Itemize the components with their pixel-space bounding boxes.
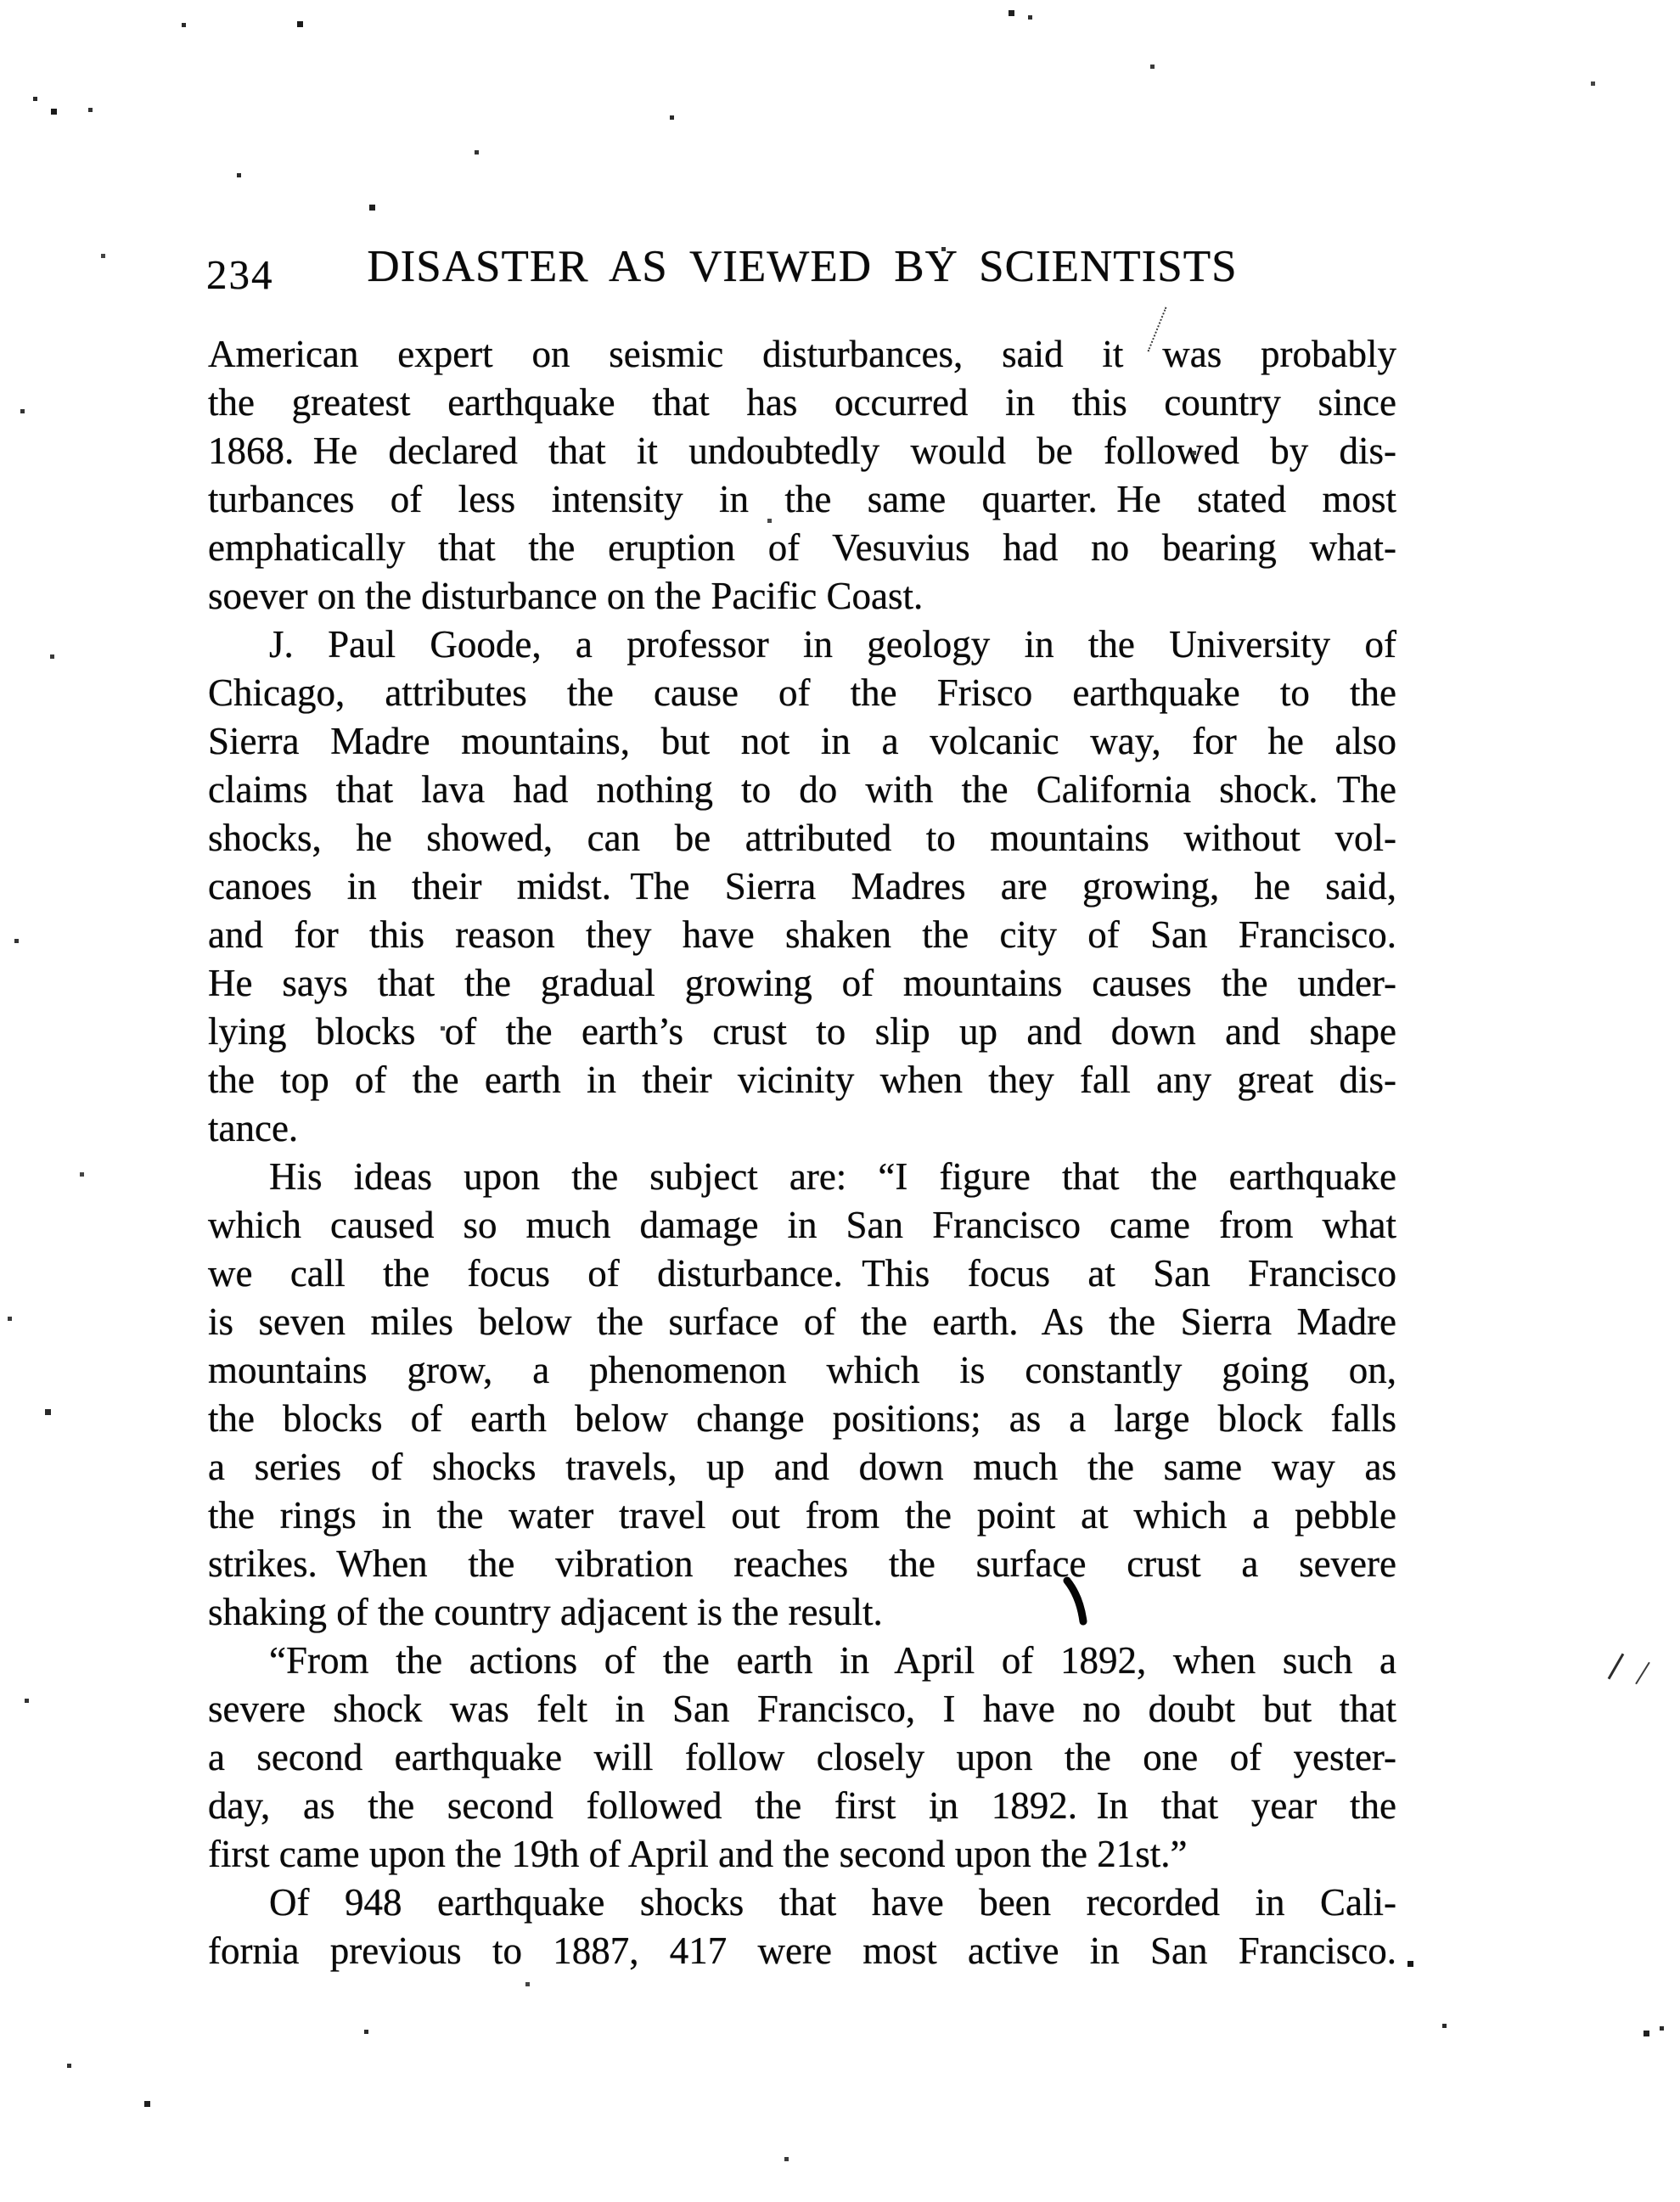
text-line: canoes in their midst. The Sierra Madres are growing, he said, bbox=[208, 865, 1396, 907]
body-text bbox=[208, 330, 1396, 1975]
text-line: which caused so much damage in San Francisco came from what bbox=[208, 1204, 1396, 1246]
text-line: the greatest earthquake that has occurred in this country since bbox=[208, 381, 1396, 424]
text-line: day, as the second followed the first in 1892. In that year the bbox=[208, 1784, 1396, 1827]
text-line: and for this reason they have shaken the city of San Francisco. bbox=[208, 913, 1396, 956]
text-line: is seven miles below the surface of the earth. As the Sierra Madre bbox=[208, 1300, 1396, 1343]
text-line: severe shock was felt in San Francisco, I have no doubt but that bbox=[208, 1688, 1396, 1730]
text-line: the rings in the water travel out from the point at which a pebble bbox=[208, 1494, 1396, 1536]
running-header: DISASTER AS VIEWED BY SCIENTISTS bbox=[367, 242, 1238, 291]
text-line: strikes. When the vibration reaches the surface crust a severe bbox=[208, 1542, 1396, 1585]
text-line: fornia previous to 1887, 417 were most active in San Francisco. bbox=[208, 1930, 1396, 1972]
text-line: the top of the earth in their vicinity when they fall any great dis- bbox=[208, 1059, 1396, 1101]
text-line: tance. bbox=[208, 1107, 299, 1149]
pencil-slash-mark bbox=[1635, 1662, 1650, 1685]
text-line: soever on the disturbance on the Pacific Coast. bbox=[208, 575, 924, 617]
text-line: 1868. He declared that it undoubtedly would be followed by dis- bbox=[208, 430, 1396, 472]
text-line: Of 948 earthquake shocks that have been recorded in Cali- bbox=[269, 1881, 1396, 1924]
stray-pen-mark bbox=[1063, 1576, 1088, 1628]
text-line: claims that lava had nothing to do with the California shock. The bbox=[208, 768, 1396, 811]
text-line: mountains grow, a phenomenon which is constantly going on, bbox=[208, 1349, 1396, 1391]
text-line: first came upon the 19th of April and the second upon the 21st.” bbox=[208, 1833, 1188, 1875]
text-line: a second earthquake will follow closely upon the one of yester- bbox=[208, 1736, 1396, 1778]
page-number: 234 bbox=[206, 251, 274, 298]
text-line: Sierra Madre mountains, but not in a volcanic way, for he also bbox=[208, 720, 1396, 762]
text-line: His ideas upon the subject are: “I figure that the earthquake bbox=[269, 1155, 1396, 1198]
pencil-slash-mark bbox=[1608, 1654, 1625, 1680]
scan-noise bbox=[0, 0, 3, 3]
text-line: American expert on seismic disturbances, said it was probably bbox=[208, 333, 1396, 375]
text-line: we call the focus of disturbance. This focus at San Francisco bbox=[208, 1252, 1396, 1295]
text-line: a series of shocks travels, up and down much the same way as bbox=[208, 1446, 1396, 1488]
text-line: shocks, he showed, can be attributed to mountains without vol- bbox=[208, 817, 1396, 859]
text-line: He says that the gradual growing of mountains causes the under- bbox=[208, 962, 1396, 1004]
text-line: the blocks of earth below change positions; as a large block falls bbox=[208, 1397, 1396, 1440]
text-line: “From the actions of the earth in April of 1892, when such a bbox=[269, 1639, 1396, 1682]
text-line: emphatically that the eruption of Vesuvius had no bearing what- bbox=[208, 526, 1396, 569]
text-line: lying blocks of the earth’s crust to slip up and down and shape bbox=[208, 1010, 1396, 1053]
text-line: turbances of less intensity in the same quarter. He stated most bbox=[208, 478, 1396, 520]
text-line: J. Paul Goode, a professor in geology in the University of bbox=[269, 623, 1396, 666]
text-line: Chicago, attributes the cause of the Frisco earthquake to the bbox=[208, 671, 1396, 714]
text-line: shaking of the country adjacent is the result. bbox=[208, 1591, 883, 1633]
